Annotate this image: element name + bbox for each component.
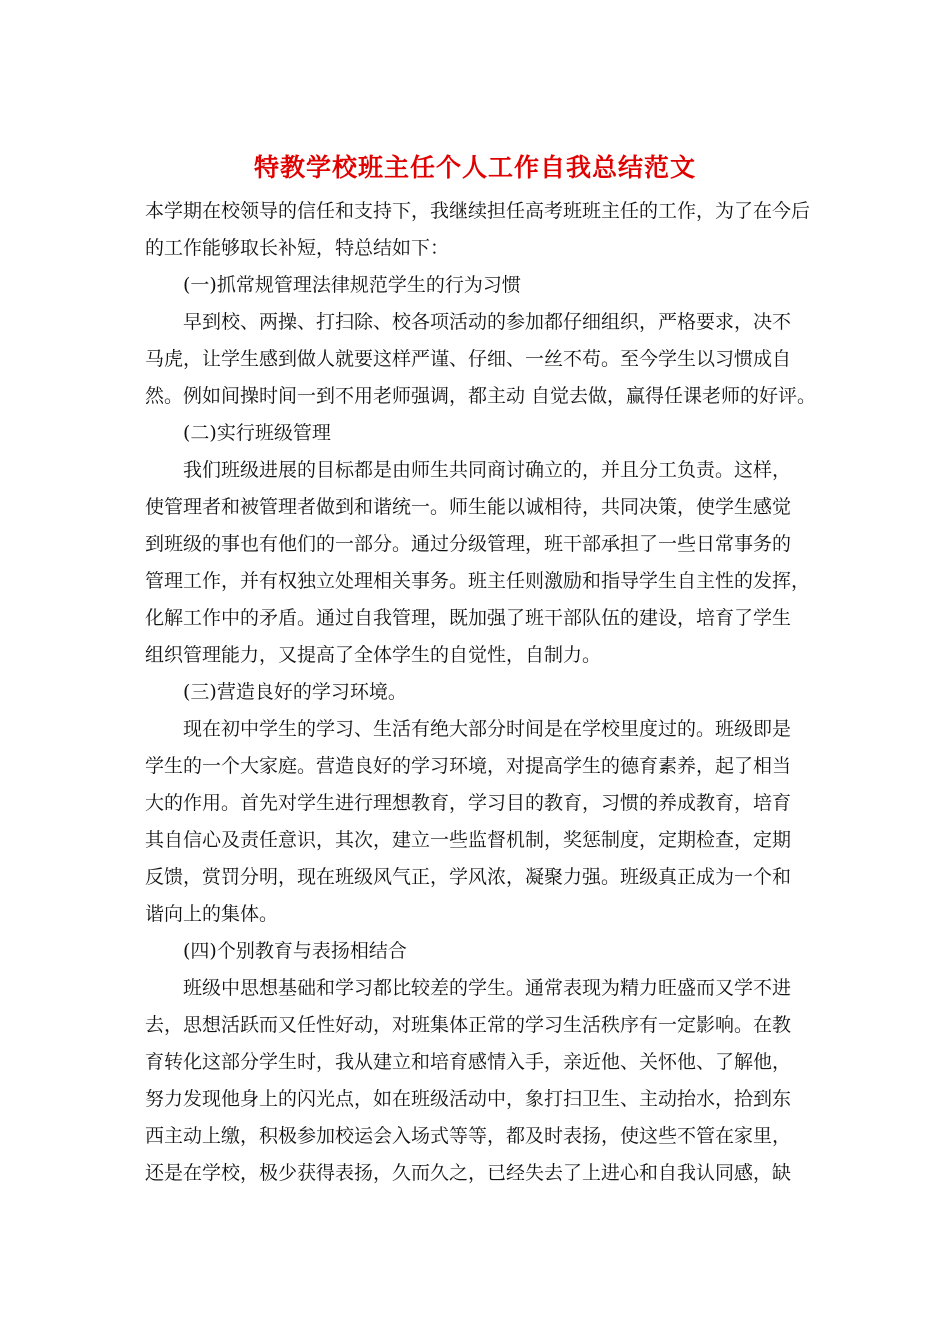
text-line: 反馈，赏罚分明，现在班级风气正，学风浓，凝聚力强。班级真正成为一个和 (145, 866, 792, 888)
text-line: 学生的一个大家庭。营造良好的学习环境，对提高学生的德育素养，起了相当 (145, 755, 792, 777)
text-line: 早到校、两操、打扫除、校各项活动的参加都仔细组织，严格要求，决不 (183, 311, 792, 333)
text-line: 化解工作中的矛盾。通过自我管理，既加强了班干部队伍的建设，培育了学生 (145, 607, 792, 629)
text-line: 我们班级进展的目标都是由师生共同商讨确立的，并且分工负责。这样， (183, 459, 792, 481)
text-line: 管理工作，并有权独立处理相关事务。班主任则激励和指导学生自主性的发挥， (145, 570, 811, 592)
text-line: 班级中思想基础和学习都比较差的学生。通常表现为精力旺盛而又学不进 (183, 977, 792, 999)
document-title: 特教学校班主任个人工作自我总结范文 (253, 153, 696, 182)
text-line: 育转化这部分学生时，我从建立和培育感情入手，亲近他、关怀他、了解他， (145, 1051, 792, 1073)
text-line: 马虎，让学生感到做人就要这样严谨、仔细、一丝不苟。至今学生以习惯成自 (145, 348, 792, 370)
text-line: 组织管理能力，又提高了全体学生的自觉性，自制力。 (145, 644, 602, 666)
text-line: 使管理者和被管理者做到和谐统一。师生能以诚相待，共同决策，使学生感觉 (145, 496, 792, 518)
section-heading: (二)实行班级管理 (183, 422, 331, 444)
text-line: 还是在学校，极少获得表扬，久而久之，已经失去了上进心和自我认同感，缺 (145, 1162, 792, 1184)
text-line: 大的作用。首先对学生进行理想教育，学习目的教育，习惯的养成教育，培育 (145, 792, 792, 814)
text-line: 谐向上的集体。 (145, 903, 279, 925)
text-line: 去，思想活跃而又任性好动，对班集体正常的学习生活秩序有一定影响。在教 (145, 1014, 792, 1036)
text-line: 到班级的事也有他们的一部分。通过分级管理，班干部承担了一些日常事务的 (145, 533, 792, 555)
text-line: 西主动上缴，积极参加校运会入场式等等，都及时表扬，使这些不管在家里， (145, 1125, 792, 1147)
section-heading: (三)营造良好的学习环境。 (183, 681, 407, 703)
section-heading: (四)个别教育与表扬相结合 (183, 940, 407, 962)
text-line: 的工作能够取长补短，特总结如下： (145, 237, 450, 259)
text-line: 然。例如间操时间一到不用老师强调，都主动 自觉去做，赢得任课老师的好评。 (145, 385, 817, 407)
text-line: 本学期在校领导的信任和支持下，我继续担任高考班班主任的工作，为了在今后 (145, 200, 811, 222)
text-line: 现在初中学生的学习、生活有绝大部分时间是在学校里度过的。班级即是 (183, 718, 792, 740)
text-line: 努力发现他身上的闪光点，如在班级活动中，象打扫卫生、主动抬水，拾到东 (145, 1088, 792, 1110)
section-heading: (一)抓常规管理法律规范学生的行为习惯 (183, 274, 521, 296)
text-line: 其自信心及责任意识，其次，建立一些监督机制，奖惩制度，定期检查，定期 (145, 829, 792, 851)
